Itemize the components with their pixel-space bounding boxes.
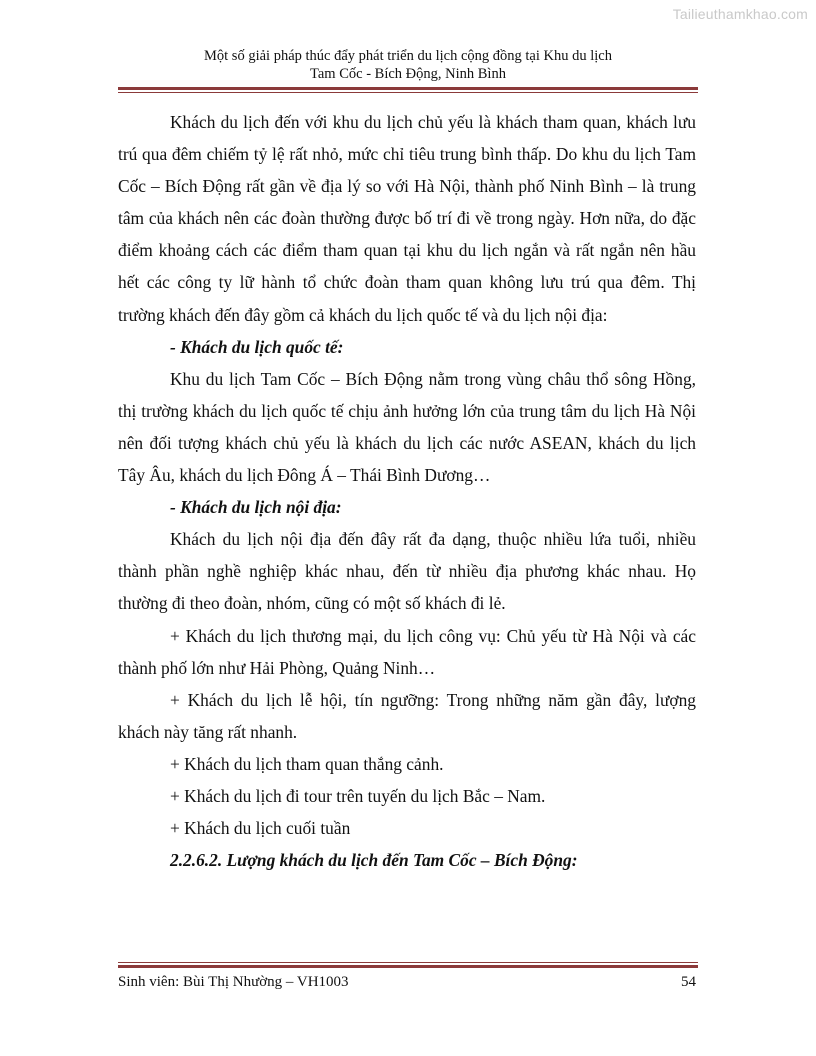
- heading-domestic-tourists: - Khách du lịch nội địa:: [170, 497, 342, 518]
- header-line-2: Tam Cốc - Bích Động, Ninh Bình: [310, 66, 506, 82]
- header-rule: [118, 87, 698, 93]
- footer-student-name: Sinh viên: Bùi Thị Nhường – VH1003: [118, 974, 349, 990]
- paragraph-domestic: Khách du lịch nội địa đến đây rất đa dạng, thuộc nhiều lứa tuổi, nhiều thành phần nghề nghiệp khác nhau, đến từ nhiều địa phương khác nhau. Họ thường đi theo đoàn, nhóm, cũng có một số khách đi lẻ.: [118, 529, 696, 614]
- bullet-tour-tourists: + Khách du lịch đi tour trên tuyến du lịch Bắc – Nam.: [170, 785, 546, 806]
- footer-rule-thin: [118, 962, 698, 963]
- bullet-business-tourists: + Khách du lịch thương mại, du lịch công vụ: Chủ yếu từ Hà Nội và các thành phố lớn như Hải Phòng, Quảng Ninh…: [118, 625, 696, 678]
- bullet-weekend-tourists: + Khách du lịch cuối tuần: [170, 818, 351, 839]
- bullet-festival-tourists: + Khách du lịch lễ hội, tín ngưỡng: Trong những năm gần đây, lượng khách này tăng rất nhanh.: [118, 689, 696, 742]
- section-heading-2-2-6-2: 2.2.6.2. Lượng khách du lịch đến Tam Cốc – Bích Động:: [170, 850, 578, 871]
- footer-rule-thick: [118, 965, 698, 968]
- page-header: [118, 47, 698, 83]
- paragraph-intro: Khách du lịch đến với khu du lịch chủ yếu là khách tham quan, khách lưu trú qua đêm chiếm tỷ lệ rất nhỏ, mức chỉ tiêu trung bình thấp. Do khu du lịch Tam Cốc – Bích Động rất gần về địa lý so với Hà Nội, thành phố Ninh Bình – là trung tâm của khách nên các đoàn thường được bố trí đi về trong ngày. Hơn nữa, do đặc điểm khoảng cách các điểm tham quan tại khu du lịch ngắn và rất ngắn nên hầu hết các công ty lữ hành tổ chức đoàn tham quan không lưu trú qua đêm. Thị trường khách đến đây gồm cả khách du lịch quốc tế và du lịch nội địa:: [118, 112, 696, 325]
- page-number: 54: [681, 974, 696, 990]
- heading-international-tourists: - Khách du lịch quốc tế:: [170, 336, 344, 357]
- watermark: Tailieuthamkhao.com: [672, 6, 808, 22]
- document-body: [118, 106, 696, 876]
- bullet-sightseeing-tourists: + Khách du lịch tham quan thắng cảnh.: [170, 753, 444, 774]
- header-rule-thick: [118, 87, 698, 90]
- page-footer: [118, 972, 696, 992]
- header-line-1: Một số giải pháp thúc đẩy phát triển du lịch cộng đồng tại Khu du lịch: [204, 48, 612, 64]
- header-rule-thin: [118, 92, 698, 93]
- paragraph-international: Khu du lịch Tam Cốc – Bích Động nằm trong vùng châu thổ sông Hồng, thị trường khách du lịch quốc tế chịu ảnh hưởng lớn của trung tâm du lịch Hà Nội nên đối tượng khách chủ yếu là khách du lịch các nước ASEAN, khách du lịch Tây Âu, khách du lịch Đông Á – Thái Bình Dương…: [118, 368, 696, 486]
- footer-rule: [118, 962, 698, 968]
